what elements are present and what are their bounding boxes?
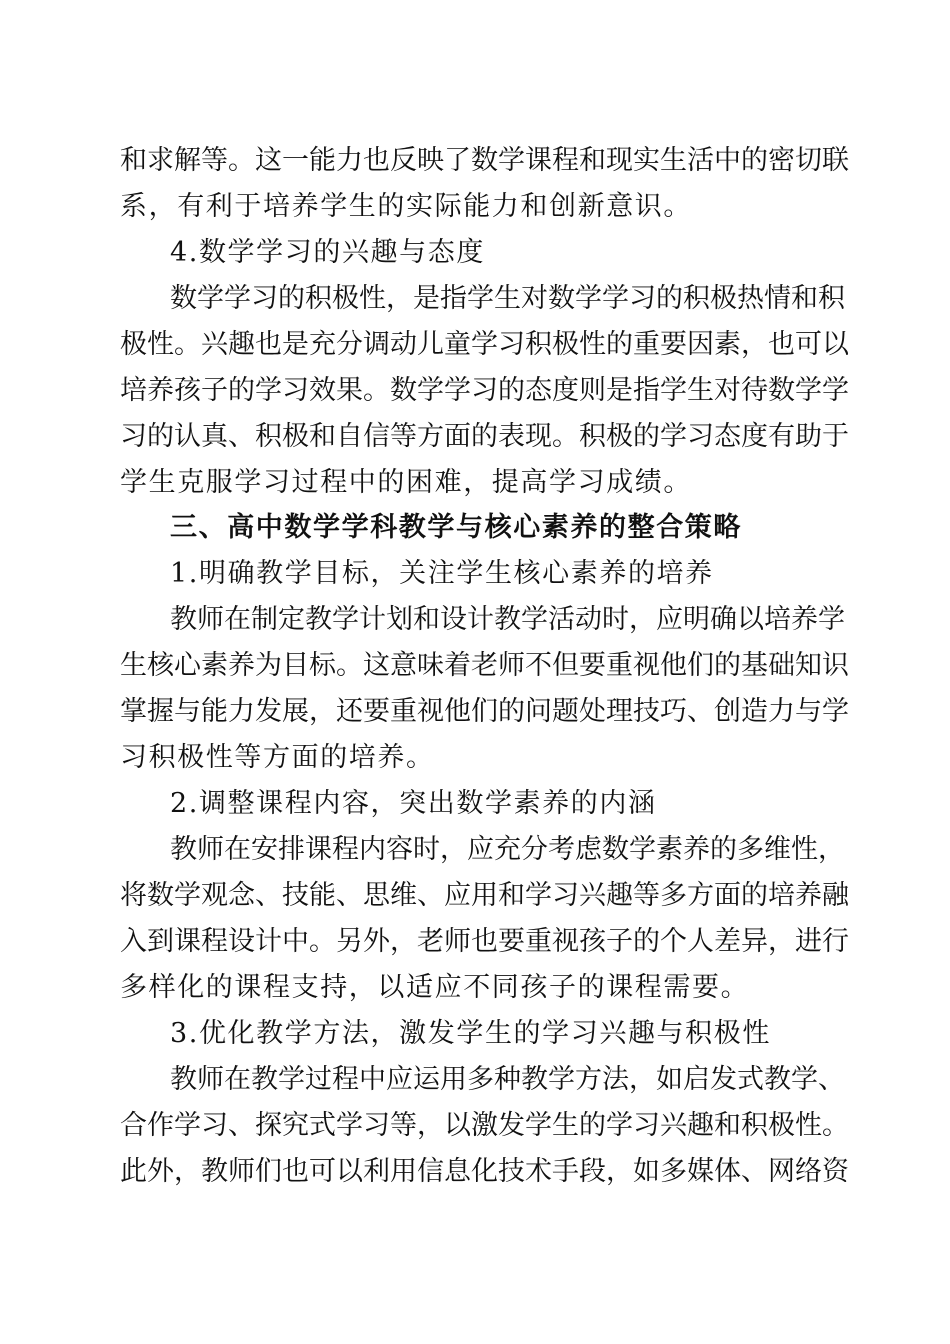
paragraph-line: 习的认真、积极和自信等方面的表现。积极的学习态度有助于 bbox=[120, 421, 849, 452]
section-subheading: 2.调整课程内容，突出数学素养的内涵 bbox=[170, 788, 657, 819]
paragraph-line: 合作学习、探究式学习等，以激发学生的学习兴趣和积极性。 bbox=[120, 1110, 849, 1141]
paragraph-line: 多样化的课程支持，以适应不同孩子的课程需要。 bbox=[120, 972, 750, 1003]
section-subheading: 1.明确教学目标，关注学生核心素养的培养 bbox=[170, 558, 714, 589]
paragraph-line: 系，有利于培养学生的实际能力和创新意识。 bbox=[120, 191, 692, 222]
paragraph-line: 将数学观念、技能、思维、应用和学习兴趣等多方面的培养融 bbox=[120, 880, 849, 911]
paragraph-line: 教师在安排课程内容时，应充分考虑数学素养的多维性， bbox=[170, 834, 845, 865]
paragraph-line: 学生克服学习过程中的困难，提高学习成绩。 bbox=[120, 467, 692, 498]
paragraph-line: 教师在制定教学计划和设计教学活动时，应明确以培养学 bbox=[170, 604, 845, 635]
section-subheading: 4.数学学习的兴趣与态度 bbox=[170, 237, 485, 268]
paragraph-line: 和求解等。这一能力也反映了数学课程和现实生活中的密切联 bbox=[120, 145, 849, 176]
paragraph-line: 教师在教学过程中应运用多种教学方法，如启发式教学、 bbox=[170, 1064, 845, 1095]
paragraph-line: 数学学习的积极性，是指学生对数学学习的积极热情和积 bbox=[170, 283, 845, 314]
section-heading: 三、高中数学学科教学与核心素养的整合策略 bbox=[170, 512, 742, 543]
section-subheading: 3.优化教学方法，激发学生的学习兴趣与积极性 bbox=[170, 1018, 771, 1049]
paragraph-line: 极性。兴趣也是充分调动儿童学习积极性的重要因素，也可以 bbox=[120, 329, 849, 360]
paragraph-line: 入到课程设计中。另外，老师也要重视孩子的个人差异，进行 bbox=[120, 926, 849, 957]
paragraph-line: 培养孩子的学习效果。数学学习的态度则是指学生对待数学学 bbox=[120, 375, 849, 406]
paragraph-line: 习积极性等方面的培养。 bbox=[120, 742, 435, 773]
paragraph-line: 此外，教师们也可以利用信息化技术手段，如多媒体、网络资 bbox=[120, 1156, 849, 1187]
paragraph-line: 生核心素养为目标。这意味着老师不但要重视他们的基础知识 bbox=[120, 650, 849, 681]
paragraph-line: 掌握与能力发展，还要重视他们的问题处理技巧、创造力与学 bbox=[120, 696, 849, 727]
